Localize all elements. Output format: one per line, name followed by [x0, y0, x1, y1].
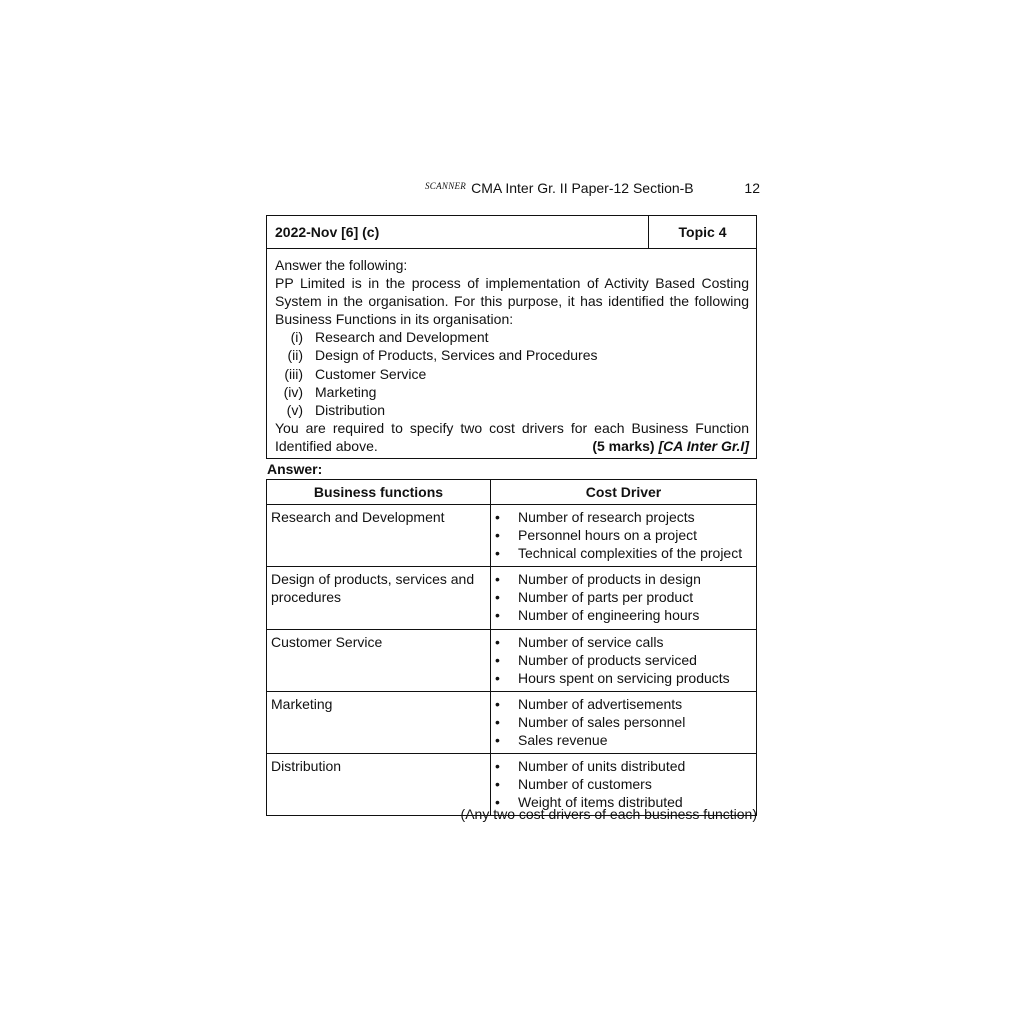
- question-paragraph-line: PP Limited is in the process of implementation of Activity Based Costing: [275, 275, 749, 292]
- table-row: [267, 691, 757, 753]
- scanner-logo: SCANNER: [425, 181, 467, 191]
- cost-driver-item: • Number of customers: [495, 775, 752, 793]
- list-item: [275, 401, 749, 419]
- question-last-line: [275, 437, 749, 455]
- answer-table-body: [267, 505, 757, 816]
- cost-driver-list: [495, 570, 752, 624]
- list-item-number: (iii): [284, 365, 303, 382]
- list-item: [275, 383, 749, 401]
- cost-driver-item: • Weight of items distributed: [495, 793, 752, 811]
- business-function-cell: Marketing: [267, 691, 491, 753]
- question-body: [267, 249, 756, 455]
- list-item-text: Customer Service: [315, 365, 427, 382]
- cost-driver-cell: [491, 629, 757, 691]
- question-requirement-line: Identified above.: [275, 437, 378, 454]
- column-header-business-functions: Business functions: [267, 480, 491, 505]
- question-paragraph-line: Business Functions in its organisation:: [275, 311, 514, 328]
- question-reference: 2022-Nov [6] (c): [275, 224, 380, 240]
- topic-label: Topic 4: [648, 216, 756, 248]
- list-item-text: Design of Products, Services and Procedures: [315, 347, 598, 364]
- cost-driver-list: [495, 508, 752, 562]
- list-item-text: Research and Development: [315, 329, 489, 346]
- cost-driver-item: • Hours spent on servicing products: [495, 669, 752, 687]
- business-function-cell: Design of products, services and procedures: [267, 567, 491, 629]
- list-item-number: (ii): [287, 347, 303, 364]
- table-row: [267, 629, 757, 691]
- list-item: [275, 328, 749, 346]
- list-item-text: Marketing: [315, 383, 377, 400]
- cost-driver-item: • Number of service calls: [495, 633, 752, 651]
- list-item-number: (iv): [283, 383, 303, 400]
- cost-driver-cell: [491, 505, 757, 567]
- table-header-row: [267, 480, 757, 505]
- cost-driver-item: • Number of products in design: [495, 570, 752, 588]
- page-header: [425, 178, 760, 198]
- source-label: [CA Inter Gr.I]: [658, 437, 749, 454]
- page-number: 12: [744, 180, 760, 196]
- cost-driver-item: • Number of products serviced: [495, 651, 752, 669]
- table-row: [267, 505, 757, 567]
- cost-driver-item: • Number of parts per product: [495, 588, 752, 606]
- cost-driver-item: • Number of research projects: [495, 508, 752, 526]
- cost-driver-list: [495, 757, 752, 811]
- question-box: [266, 215, 757, 459]
- cost-driver-item: • Number of engineering hours: [495, 606, 752, 624]
- list-item: [275, 365, 749, 383]
- business-function-cell: Distribution: [267, 754, 491, 816]
- marks-value: (5 marks): [592, 437, 655, 454]
- cost-driver-item: • Personnel hours on a project: [495, 526, 752, 544]
- list-item-number: (i): [290, 329, 303, 346]
- cost-driver-list: [495, 695, 752, 749]
- cost-driver-cell: [491, 567, 757, 629]
- business-function-cell: Customer Service: [267, 629, 491, 691]
- cost-driver-list: [495, 633, 752, 687]
- cost-driver-item: • Number of sales personnel: [495, 713, 752, 731]
- answer-table: [266, 479, 757, 816]
- question-requirement-line: You are required to specify two cost drivers for each Business Function: [275, 419, 749, 436]
- question-intro: Answer the following:: [275, 257, 408, 273]
- cost-driver-item: • Number of units distributed: [495, 757, 752, 775]
- question-header: [267, 216, 756, 249]
- column-header-cost-driver: Cost Driver: [491, 480, 757, 505]
- answer-label: Answer:: [267, 461, 323, 477]
- cost-driver-cell: [491, 691, 757, 753]
- footnote: (Any two cost drivers of each business function): [460, 806, 757, 822]
- question-paragraph-line: System in the organisation. For this purpose, it has identified the following: [275, 293, 749, 310]
- table-row: [267, 567, 757, 629]
- marks-label: [592, 437, 749, 455]
- cost-driver-item: • Sales revenue: [495, 731, 752, 749]
- cost-driver-item: • Technical complexities of the project: [495, 544, 752, 562]
- list-item: [275, 346, 749, 364]
- list-item-text: Distribution: [315, 401, 386, 418]
- business-function-cell: Research and Development: [267, 505, 491, 567]
- cost-driver-item: • Number of advertisements: [495, 695, 752, 713]
- list-item-number: (v): [286, 401, 303, 418]
- business-function-list: [275, 328, 749, 418]
- running-title: CMA Inter Gr. II Paper-12 Section-B: [471, 180, 694, 196]
